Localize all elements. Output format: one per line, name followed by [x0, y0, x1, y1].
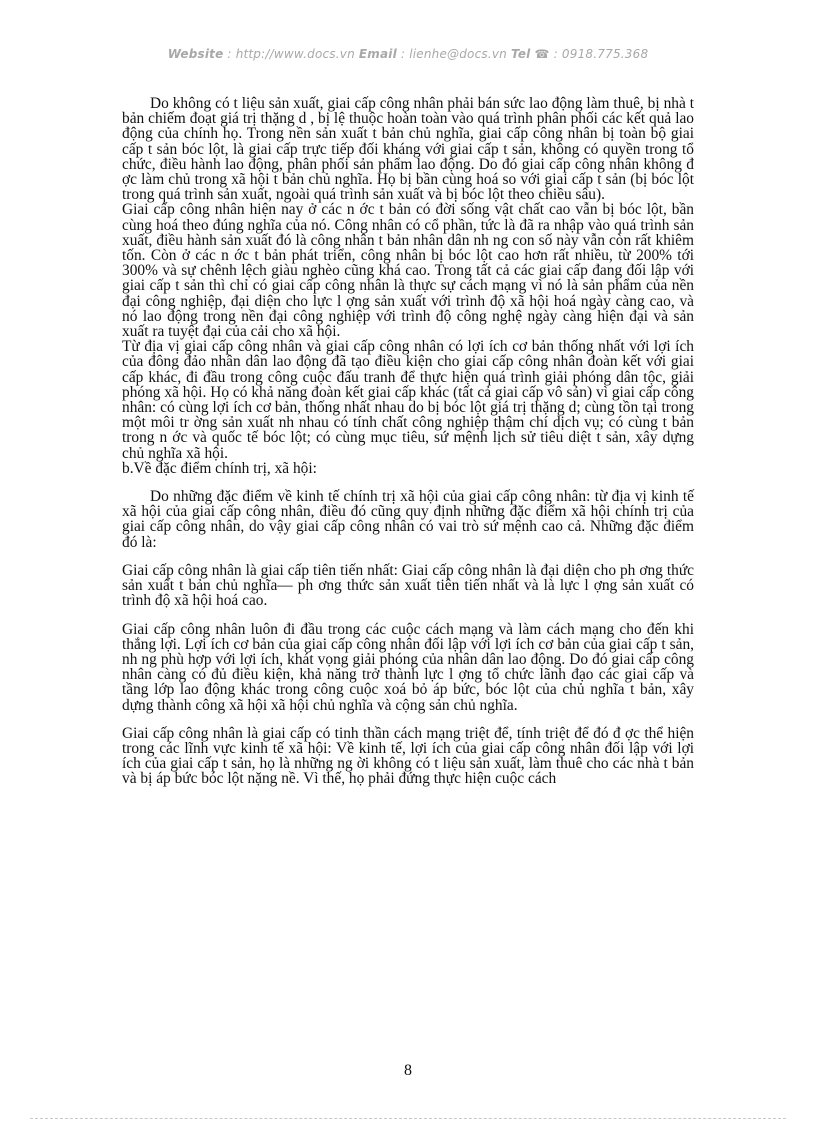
- paragraph-6: Giai cấp công nhân luôn đi đầu trong các cuộc cách mạng và làm cách mạng cho đến khi thắng lợi. Lợi ích cơ bản của giai cấp công nhân đối lập với lợi ích cơ bản của giai cấp t sản, nh ng phù hợp với lợi ích, khát vọng giải phóng của nhân dân lao động. Do đó giai cấp công nhân càng có đủ điều kiện, khả năng trở thành lực l ợng tổ chức lãnh đạo các giai cấp và tầng lớp lao động khác trong công cuộc xoá bỏ áp bức, bóc lột của chủ nghĩa t bản, xây dựng thành công xã hội xã hội chủ nghĩa và cộng sản chủ nghĩa.: [122, 620, 694, 714]
- page-number: 8: [404, 1062, 412, 1079]
- page-header: [0, 47, 816, 61]
- paragraph-5: Giai cấp công nhân là giai cấp tiên tiến nhất: Giai cấp công nhân là đại diện cho ph ơng thức sản xuất t bản chủ nghĩa— ph ơng thức sản xuất tiên tiến nhất và là lực l ợng sản xuất có trình độ xã hội hoá cao.: [122, 561, 694, 610]
- paragraph-7: Giai cấp công nhân là giai cấp có tinh thần cách mạng triệt để, tính triệt để đó đ ợc thể hiện trong các lĩnh vực kinh tế xã hội: Về kinh tế, lợi ích của giai cấp công nhân đối lập với lợi ích của giai cấp t sản, họ là những ng ời không có t liệu sản xuất, làm thuê cho các nhà t bản và bị áp bức bóc lột nặng nề. Vì thế, họ phải đứng thực hiện cuộc cách: [122, 724, 694, 788]
- website-label: Website: [167, 47, 224, 61]
- footer-divider: [30, 1118, 786, 1119]
- email-value: : lienhe@docs.vn: [396, 47, 511, 61]
- email-label: Email: [358, 47, 397, 61]
- document-body: [122, 96, 694, 787]
- paragraph-3: Từ địa vị giai cấp công nhân và giai cấp công nhân có lợi ích cơ bản thống nhất với lợi ích của đông đảo nhân dân lao động đã tạo điều kiện cho giai cấp công nhân đoàn kết với giai cấp khác, đi đầu trong công cuộc đấu tranh để thực hiện quá trình giải phóng dân tộc, giải phóng xã hội. Họ có khả năng đoàn kết giai cấp khác (tất cả giai cấp vô sản) vì giai cấp công nhân: có cùng lợi ích cơ bản, thống nhất nhau do bị bóc lột giá trị thặng d; cùng tồn tại trong một môi tr ờng sản xuất nh nhau có tính chất công nghiệp thậm chí dịch vụ; có cùng t bản trong n ớc và quốc tế bóc lột; có cùng mục tiêu, sứ mệnh lịch sử tiêu diệt t sản, xây dựng chủ nghĩa xã hội.: [122, 338, 694, 462]
- website-value: : http://www.docs.vn: [223, 47, 359, 61]
- paragraph-2: Giai cấp công nhân hiện nay ở các n ớc t bản có đời sống vật chất cao vẫn bị bóc lột, bần cùng hoá theo đúng nghĩa của nó. Công nhân có cổ phần, tức là đã ra nhập vào quá trình sản xuất, điều hành sản xuất đó là công nhân t bản nhân dân nh ng con số này vẫn còn rất khiêm tốn. Còn ở các n ớc t bản phát triển, công nhân bị bóc lột cao hơn rất nhiều, từ 200% tới 300% và sự chênh lệch giàu nghèo cũng khá cao. Trong tất cả các giai cấp đang đối lập với giai cấp t sản thì chỉ có giai cấp công nhân là thực sự cách mạng vì nó là sản phẩm của nền đại công nghiệp, đại diện cho lực l ợng sản xuất với trình độ xã hội hoá ngày càng cao, và nó lao động trong nền đại công nghiệp với trình độ công nghệ ngày càng hiện đại và sản xuất ra tuyệt đại của cải cho xã hội.: [122, 201, 694, 341]
- paragraph-4: Do những đặc điểm về kinh tế chính trị xã hội của giai cấp công nhân: từ địa vị kinh tế xã hội của giai cấp công nhân, điều đó cũng quy định những đặc điểm xã hội chính trị của giai cấp công nhân, do vậy giai cấp công nhân có vai trò sứ mệnh cao cả. Những đặc điểm đó là:: [122, 488, 694, 551]
- tel-value: ☎ : 0918.775.368: [530, 47, 649, 61]
- tel-label: Tel: [510, 47, 531, 61]
- section-heading: b.Về đặc điểm chính trị, xã hội:: [122, 459, 317, 477]
- paragraph-1: Do không có t liệu sản xuất, giai cấp công nhân phải bán sức lao động làm thuê, bị nhà t bản chiếm đoạt giá trị thặng d , bị lệ thuộc hoàn toàn vào quá trình phân phối các kết quả lao động của chính họ. Trong nền sản xuất t bản chủ nghĩa, giai cấp công nhân bị toàn bộ giai cấp t sản bóc lột, là giai cấp trực tiếp đối kháng với giai cấp t sản, không có quyền trong tổ chức, điều hành lao động, phân phối sản phẩm lao động. Do đó giai cấp công nhân không đ ợc làm chủ trong xã hội t bản chủ nghĩa. Họ bị bần cùng hoá so với giai cấp t sản (bị bóc lột trong quá trình sản xuất, ngoài quá trình sản xuất và bị bóc lột theo chiều sâu).: [122, 95, 694, 204]
